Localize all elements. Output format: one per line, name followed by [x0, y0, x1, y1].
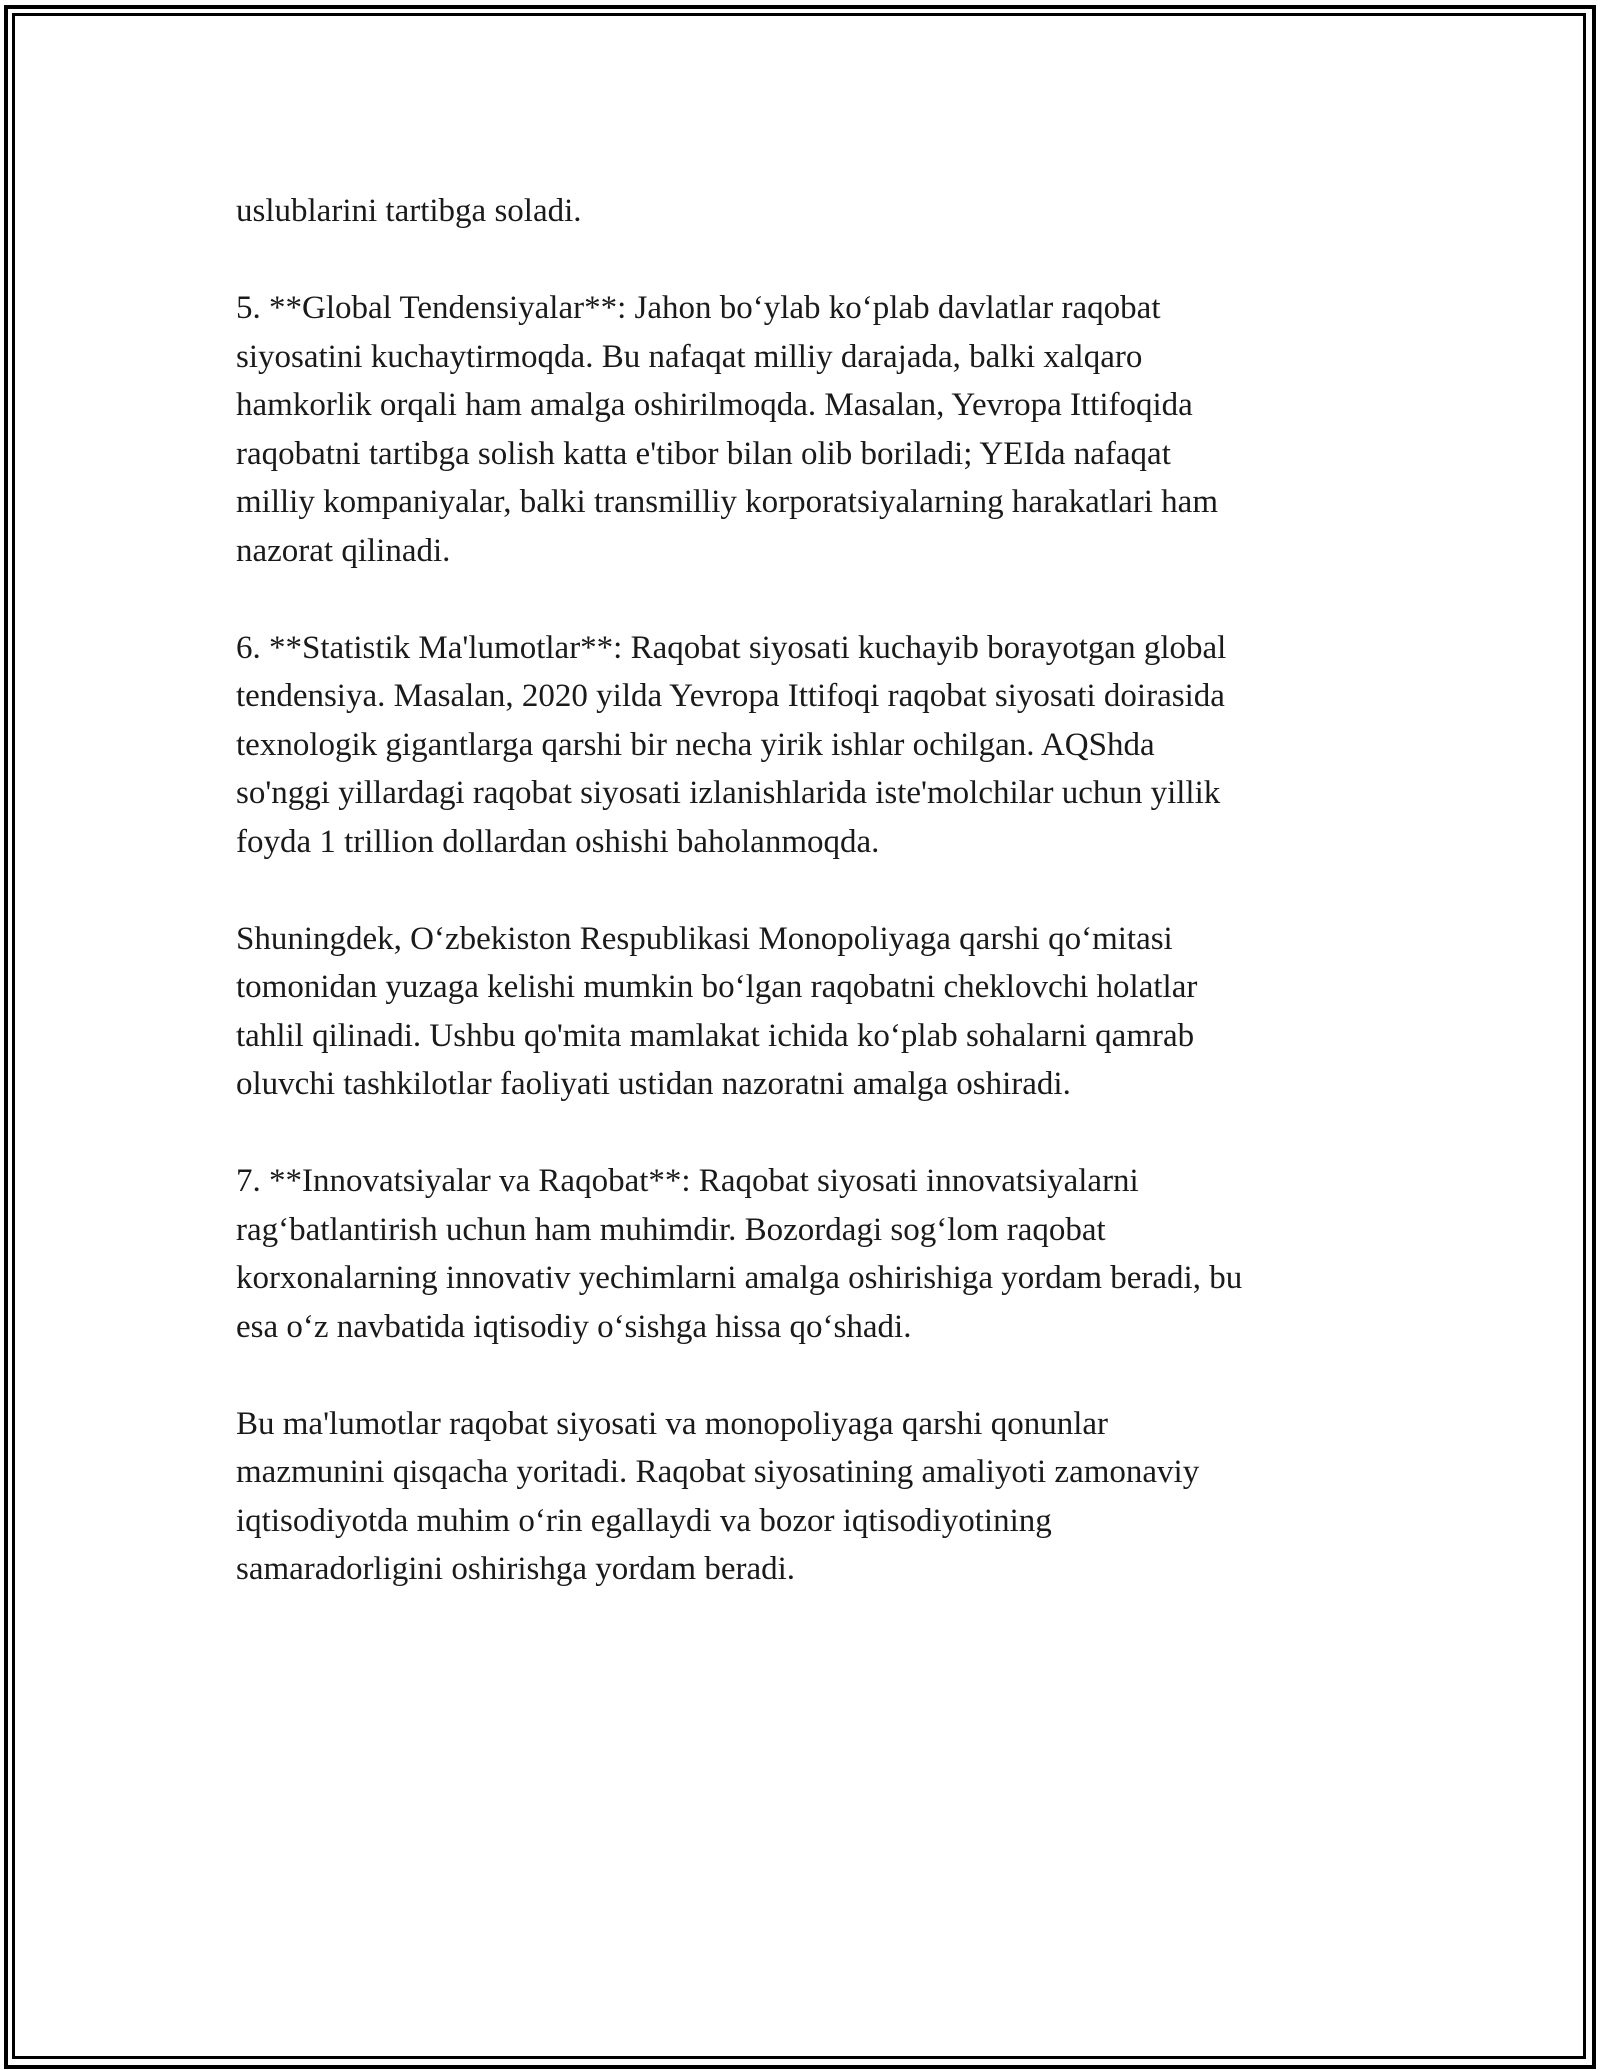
paragraph-innovatsiyalar: 7. **Innovatsiyalar va Raqobat**: Raqobat siyosati innovatsiyalarni rag‘batlantirish uchun ham muhimdir. Bozordagi sog‘lom raqobat korxonalarning innovativ yechimlarni amalga oshirishiga yordam beradi, bu esa o‘z navbatida iqtisodiy o‘sishga hissa qo‘shadi. [236, 1163, 1243, 1345]
paragraph-statistik-malumotlar: 6. **Statistik Ma'lumotlar**: Raqobat siyosati kuchayib borayotgan global tendensiya. Masalan, 2020 yilda Yevropa Ittifoqi raqobat siyosati doirasida texnologik gigantlarga qarshi bir necha yirik ishlar ochilgan. AQShda so'nggi yillardagi raqobat siyosati izlanishlarida iste'molchilar uchun yillik foyda 1 trillion dollardan oshishi baholanmoqda. [236, 629, 1227, 860]
document-body [236, 187, 1366, 1594]
paragraph-continuation: uslublarini tartibga soladi. [236, 193, 582, 229]
paragraph-global-tendensiyalar: 5. **Global Tendensiyalar**: Jahon bo‘ylab ko‘plab davlatlar raqobat siyosatini kuchaytirmoqda. Bu nafaqat milliy darajada, balki xalqaro hamkorlik orqali ham amalga oshirilmoqda. Masalan, Yevropa Ittifoqida raqobatni tartibga solish katta e'tibor bilan olib boriladi; YEIda nafaqat milliy kompaniyalar, balki transmilliy korporatsiyalarning harakatlari ham nazorat qilinadi. [236, 290, 1218, 569]
paragraph-conclusion: Bu ma'lumotlar raqobat siyosati va monopoliyaga qarshi qonunlar mazmunini qisqacha yoritadi. Raqobat siyosatining amaliyoti zamonaviy iqtisodiyotda muhim o‘rin egallaydi va bozor iqtisodiyotining samaradorligini oshirishga yordam beradi. [236, 1405, 1200, 1587]
paragraph-monopoliya-qomitasi: Shuningdek, O‘zbekiston Respublikasi Monopoliyaga qarshi qo‘mitasi tomonidan yuzaga kelishi mumkin bo‘lgan raqobatni cheklovchi holatlar tahlil qilinadi. Ushbu qo'mita mamlakat ichida ko‘plab sohalarni qamrab oluvchi tashkilotlar faoliyati ustidan nazoratni amalga oshiradi. [236, 920, 1198, 1102]
